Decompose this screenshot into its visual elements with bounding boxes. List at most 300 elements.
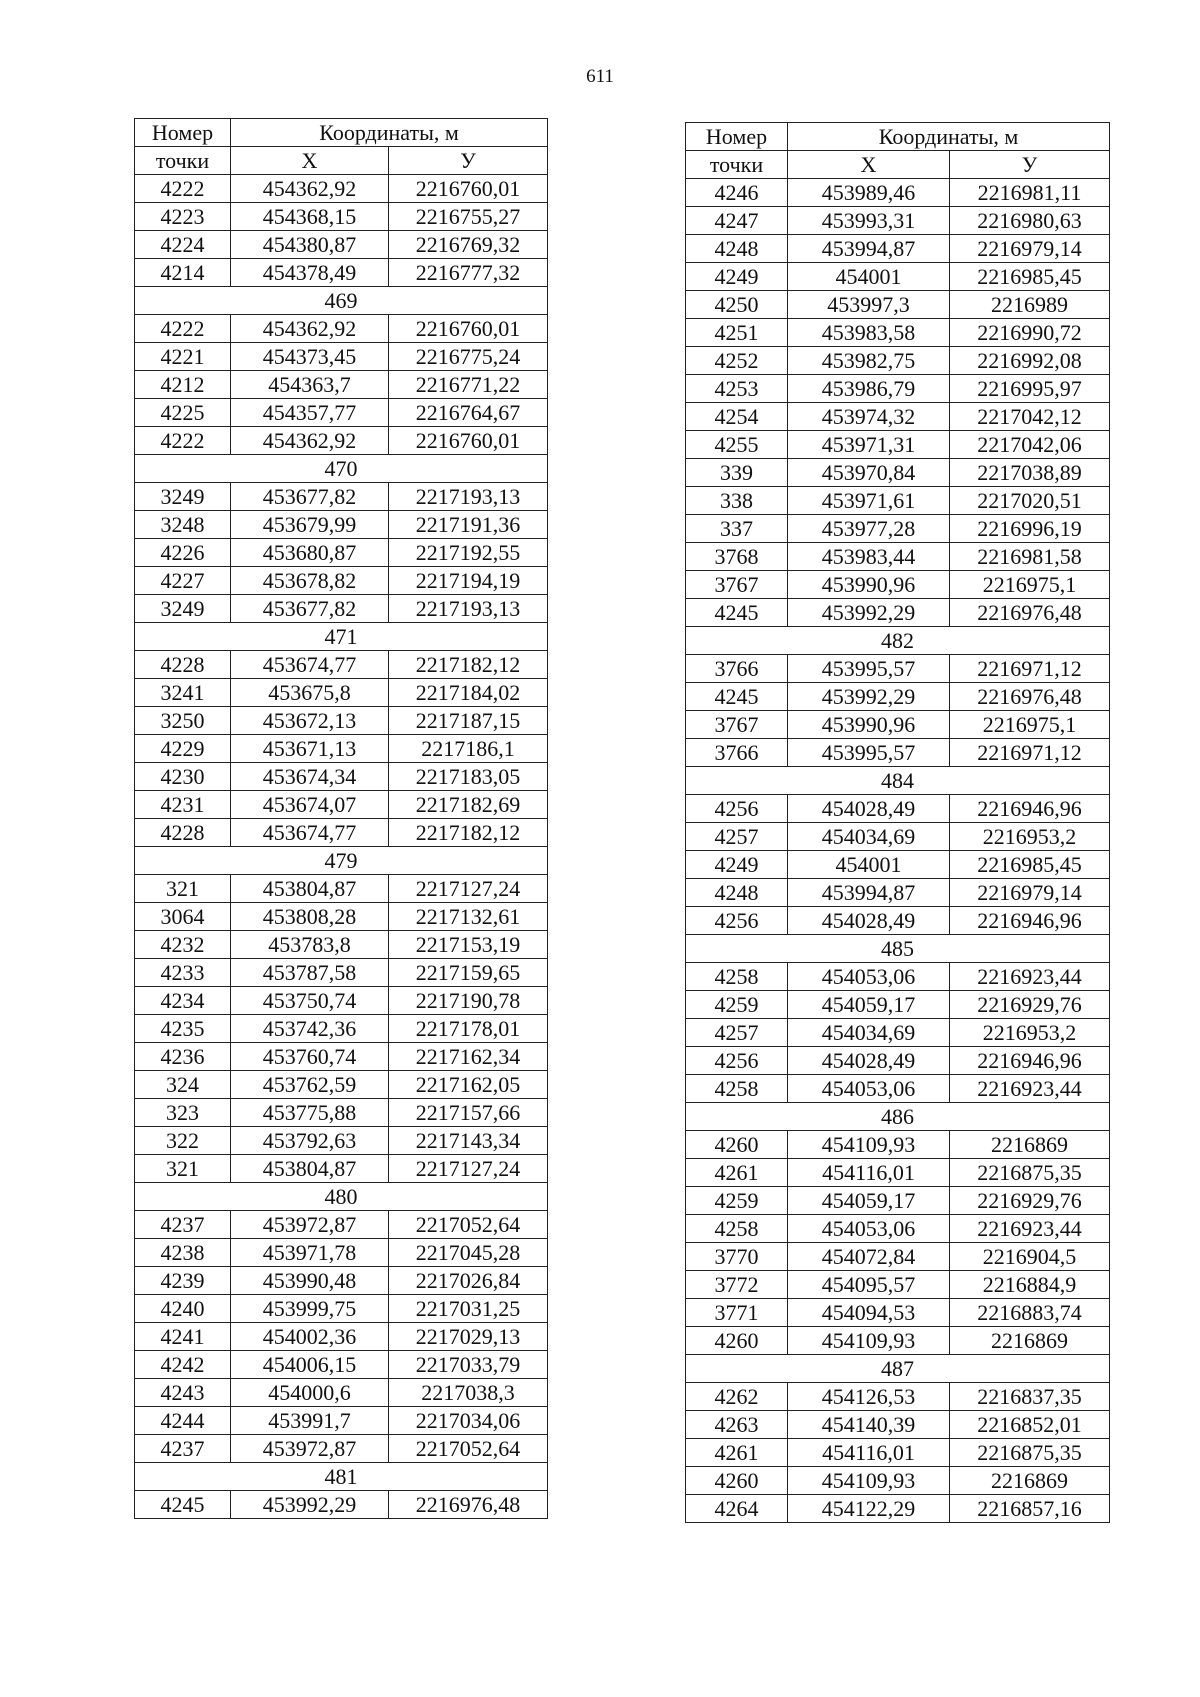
y-coordinate-cell: 2216996,19 [950,515,1110,543]
point-number-cell: 4214 [135,259,231,287]
table-row [135,483,548,511]
x-coordinate-cell: 453775,88 [231,1099,389,1127]
table-row [686,571,1110,599]
table-row [686,515,1110,543]
point-number-cell: 4244 [135,1407,231,1435]
y-coordinate-cell: 2216923,44 [950,1215,1110,1243]
y-coordinate-cell: 2216976,48 [389,1491,548,1519]
y-coordinate-cell: 2216764,67 [389,399,548,427]
table-row [686,683,1110,711]
x-coordinate-cell: 454122,29 [788,1495,950,1523]
x-coordinate-cell: 454001 [788,851,950,879]
table-row [135,1407,548,1435]
table-row [686,291,1110,319]
table-row [135,343,548,371]
x-coordinate-cell: 453995,57 [788,655,950,683]
table-row [135,1043,548,1071]
x-coordinate-cell: 453678,82 [231,567,389,595]
y-coordinate-cell: 2216869 [950,1467,1110,1495]
section-number: 479 [135,847,548,875]
table-row [135,651,548,679]
x-coordinate-cell: 454006,15 [231,1351,389,1379]
header-coordinates: Координаты, м [231,119,548,147]
x-coordinate-cell: 454028,49 [788,795,950,823]
x-coordinate-cell: 453974,32 [788,403,950,431]
table-row [135,1351,548,1379]
table-row [135,1323,548,1351]
y-coordinate-cell: 2217184,02 [389,679,548,707]
x-coordinate-cell: 453992,29 [788,683,950,711]
x-coordinate-cell: 453994,87 [788,235,950,263]
point-number-cell: 4246 [686,179,788,207]
table-row [686,207,1110,235]
section-row [686,1103,1110,1131]
x-coordinate-cell: 453762,59 [231,1071,389,1099]
table-row [686,655,1110,683]
y-coordinate-cell: 2216981,11 [950,179,1110,207]
table-row [686,347,1110,375]
point-number-cell: 4228 [135,651,231,679]
table-row [686,1439,1110,1467]
x-coordinate-cell: 453977,28 [788,515,950,543]
y-coordinate-cell: 2216760,01 [389,175,548,203]
x-coordinate-cell: 454094,53 [788,1299,950,1327]
y-coordinate-cell: 2216990,72 [950,319,1110,347]
point-number-cell: 4245 [135,1491,231,1519]
x-coordinate-cell: 453971,78 [231,1239,389,1267]
y-coordinate-cell: 2216857,16 [950,1495,1110,1523]
x-coordinate-cell: 453983,58 [788,319,950,347]
point-number-cell: 3241 [135,679,231,707]
y-coordinate-cell: 2217042,12 [950,403,1110,431]
x-coordinate-cell: 453971,61 [788,487,950,515]
section-number: 487 [686,1355,1110,1383]
section-row [686,935,1110,963]
x-coordinate-cell: 453671,13 [231,735,389,763]
coordinates-table-right [685,122,1110,1523]
x-coordinate-cell: 453972,87 [231,1435,389,1463]
x-coordinate-cell: 453742,36 [231,1015,389,1043]
y-coordinate-cell: 2217187,15 [389,707,548,735]
table-row [686,823,1110,851]
point-number-cell: 4232 [135,931,231,959]
y-coordinate-cell: 2217159,65 [389,959,548,987]
point-number-cell: 4257 [686,823,788,851]
y-coordinate-cell: 2217042,06 [950,431,1110,459]
x-coordinate-cell: 454362,92 [231,315,389,343]
section-row [686,1355,1110,1383]
section-number: 481 [135,1463,548,1491]
table-row [135,1015,548,1043]
x-coordinate-cell: 453997,3 [788,291,950,319]
point-number-cell: 337 [686,515,788,543]
point-number-cell: 4256 [686,1047,788,1075]
y-coordinate-cell: 2217193,13 [389,595,548,623]
x-coordinate-cell: 454363,7 [231,371,389,399]
y-coordinate-cell: 2217026,84 [389,1267,548,1295]
table-row [135,875,548,903]
point-number-cell: 4222 [135,427,231,455]
x-coordinate-cell: 453992,29 [788,599,950,627]
table-row [135,399,548,427]
table-row [686,1131,1110,1159]
header-point-number: Номер [686,123,788,151]
table-row [135,1155,548,1183]
x-coordinate-cell: 454109,93 [788,1467,950,1495]
page-number: 611 [586,66,614,87]
table-row [135,427,548,455]
point-number-cell: 321 [135,1155,231,1183]
x-coordinate-cell: 453999,75 [231,1295,389,1323]
table-row [135,231,548,259]
point-number-cell: 3768 [686,543,788,571]
section-row [686,767,1110,795]
section-row [686,627,1110,655]
x-coordinate-cell: 453982,75 [788,347,950,375]
point-number-cell: 4228 [135,819,231,847]
y-coordinate-cell: 2216985,45 [950,263,1110,291]
point-number-cell: 4222 [135,315,231,343]
y-coordinate-cell: 2216976,48 [950,683,1110,711]
y-coordinate-cell: 2217192,55 [389,539,548,567]
point-number-cell: 4255 [686,431,788,459]
x-coordinate-cell: 454362,92 [231,427,389,455]
y-coordinate-cell: 2216904,5 [950,1243,1110,1271]
table-row [686,543,1110,571]
point-number-cell: 3064 [135,903,231,931]
table-row [135,1239,548,1267]
x-coordinate-cell: 453972,87 [231,1211,389,1239]
table-row [686,375,1110,403]
point-number-cell: 4242 [135,1351,231,1379]
y-coordinate-cell: 2217162,34 [389,1043,548,1071]
table-row [686,991,1110,1019]
table-row [686,431,1110,459]
y-coordinate-cell: 2217157,66 [389,1099,548,1127]
x-coordinate-cell: 454362,92 [231,175,389,203]
y-coordinate-cell: 2217132,61 [389,903,548,931]
x-coordinate-cell: 454053,06 [788,963,950,991]
header-y: У [950,151,1110,179]
x-coordinate-cell: 454028,49 [788,1047,950,1075]
point-number-cell: 4249 [686,851,788,879]
table-row [135,707,548,735]
y-coordinate-cell: 2217052,64 [389,1211,548,1239]
point-number-cell: 4259 [686,991,788,1019]
y-coordinate-cell: 2217162,05 [389,1071,548,1099]
point-number-cell: 4258 [686,1075,788,1103]
point-number-cell: 322 [135,1127,231,1155]
x-coordinate-cell: 454378,49 [231,259,389,287]
y-coordinate-cell: 2216883,74 [950,1299,1110,1327]
table-body-right [686,179,1110,1523]
point-number-cell: 4222 [135,175,231,203]
y-coordinate-cell: 2216981,58 [950,543,1110,571]
x-coordinate-cell: 453989,46 [788,179,950,207]
x-coordinate-cell: 453983,44 [788,543,950,571]
x-coordinate-cell: 454034,69 [788,1019,950,1047]
point-number-cell: 3766 [686,655,788,683]
table-row [135,1379,548,1407]
point-number-cell: 4248 [686,235,788,263]
table-row [135,1491,548,1519]
point-number-cell: 4233 [135,959,231,987]
table-row [135,539,548,567]
y-coordinate-cell: 2217182,12 [389,819,548,847]
point-number-cell: 324 [135,1071,231,1099]
point-number-cell: 4258 [686,1215,788,1243]
point-number-cell: 4231 [135,791,231,819]
table-body-left [135,175,548,1519]
point-number-cell: 4252 [686,347,788,375]
point-number-cell: 4245 [686,683,788,711]
x-coordinate-cell: 454116,01 [788,1439,950,1467]
y-coordinate-cell: 2216953,2 [950,1019,1110,1047]
point-number-cell: 4240 [135,1295,231,1323]
table-row [135,371,548,399]
point-number-cell: 4223 [135,203,231,231]
x-coordinate-cell: 453804,87 [231,1155,389,1183]
y-coordinate-cell: 2217182,12 [389,651,548,679]
x-coordinate-cell: 454072,84 [788,1243,950,1271]
y-coordinate-cell: 2217029,13 [389,1323,548,1351]
table-row [135,903,548,931]
y-coordinate-cell: 2216769,32 [389,231,548,259]
x-coordinate-cell: 454059,17 [788,1187,950,1215]
point-number-cell: 4248 [686,879,788,907]
table-row [135,819,548,847]
x-coordinate-cell: 453760,74 [231,1043,389,1071]
point-number-cell: 3248 [135,511,231,539]
table-row [686,907,1110,935]
point-number-cell: 4226 [135,539,231,567]
section-number: 485 [686,935,1110,963]
table-row [686,459,1110,487]
table-row [135,959,548,987]
table-row [135,259,548,287]
x-coordinate-cell: 453995,57 [788,739,950,767]
y-coordinate-cell: 2217183,05 [389,763,548,791]
section-number: 470 [135,455,548,483]
x-coordinate-cell: 453677,82 [231,595,389,623]
x-coordinate-cell: 454053,06 [788,1075,950,1103]
y-coordinate-cell: 2216929,76 [950,991,1110,1019]
x-coordinate-cell: 453992,29 [231,1491,389,1519]
header-point-number-2: точки [135,147,231,175]
table-row [686,263,1110,291]
y-coordinate-cell: 2216884,9 [950,1271,1110,1299]
point-number-cell: 3250 [135,707,231,735]
header-x: X [231,147,389,175]
point-number-cell: 339 [686,459,788,487]
y-coordinate-cell: 2216946,96 [950,795,1110,823]
x-coordinate-cell: 454380,87 [231,231,389,259]
x-coordinate-cell: 453990,48 [231,1267,389,1295]
x-coordinate-cell: 453986,79 [788,375,950,403]
x-coordinate-cell: 453990,96 [788,711,950,739]
y-coordinate-cell: 2216985,45 [950,851,1110,879]
point-number-cell: 4264 [686,1495,788,1523]
x-coordinate-cell: 453674,07 [231,791,389,819]
table-row [686,1187,1110,1215]
point-number-cell: 4247 [686,207,788,235]
y-coordinate-cell: 2216989 [950,291,1110,319]
x-coordinate-cell: 454373,45 [231,343,389,371]
y-coordinate-cell: 2216979,14 [950,235,1110,263]
point-number-cell: 4263 [686,1411,788,1439]
y-coordinate-cell: 2216923,44 [950,963,1110,991]
x-coordinate-cell: 454034,69 [788,823,950,851]
table-row [686,1327,1110,1355]
x-coordinate-cell: 454002,36 [231,1323,389,1351]
table-row [686,1411,1110,1439]
point-number-cell: 4249 [686,263,788,291]
point-number-cell: 4212 [135,371,231,399]
x-coordinate-cell: 453787,58 [231,959,389,987]
table-row [686,1047,1110,1075]
point-number-cell: 4257 [686,1019,788,1047]
y-coordinate-cell: 2217031,25 [389,1295,548,1323]
x-coordinate-cell: 454095,57 [788,1271,950,1299]
x-coordinate-cell: 453674,34 [231,763,389,791]
header-x: X [788,151,950,179]
point-number-cell: 4230 [135,763,231,791]
y-coordinate-cell: 2217033,79 [389,1351,548,1379]
y-coordinate-cell: 2216975,1 [950,711,1110,739]
section-row [135,287,548,315]
x-coordinate-cell: 453672,13 [231,707,389,735]
point-number-cell: 4258 [686,963,788,991]
x-coordinate-cell: 453971,31 [788,431,950,459]
x-coordinate-cell: 453994,87 [788,879,950,907]
table-row [135,1295,548,1323]
y-coordinate-cell: 2216869 [950,1327,1110,1355]
table-row [686,1215,1110,1243]
y-coordinate-cell: 2216760,01 [389,315,548,343]
point-number-cell: 4224 [135,231,231,259]
y-coordinate-cell: 2217127,24 [389,1155,548,1183]
section-row [135,1463,548,1491]
x-coordinate-cell: 454059,17 [788,991,950,1019]
y-coordinate-cell: 2217127,24 [389,875,548,903]
y-coordinate-cell: 2216755,27 [389,203,548,231]
y-coordinate-cell: 2216980,63 [950,207,1110,235]
y-coordinate-cell: 2216971,12 [950,655,1110,683]
section-number: 469 [135,287,548,315]
table-row [686,599,1110,627]
y-coordinate-cell: 2216971,12 [950,739,1110,767]
table-row [686,1019,1110,1047]
point-number-cell: 4256 [686,795,788,823]
table-row [135,511,548,539]
table-row [135,735,548,763]
point-number-cell: 4259 [686,1187,788,1215]
point-number-cell: 4236 [135,1043,231,1071]
y-coordinate-cell: 2216976,48 [950,599,1110,627]
table-row [135,1267,548,1295]
x-coordinate-cell: 454001 [788,263,950,291]
table-row [686,1383,1110,1411]
y-coordinate-cell: 2216946,96 [950,907,1110,935]
y-coordinate-cell: 2217038,3 [389,1379,548,1407]
y-coordinate-cell: 2217186,1 [389,735,548,763]
header-coordinates: Координаты, м [788,123,1110,151]
table-row [135,595,548,623]
y-coordinate-cell: 2216992,08 [950,347,1110,375]
y-coordinate-cell: 2216852,01 [950,1411,1110,1439]
x-coordinate-cell: 454053,06 [788,1215,950,1243]
point-number-cell: 4237 [135,1435,231,1463]
table-row [686,179,1110,207]
table-row [686,879,1110,907]
point-number-cell: 4260 [686,1327,788,1355]
y-coordinate-cell: 2217190,78 [389,987,548,1015]
table-row [135,679,548,707]
table-row [686,795,1110,823]
y-coordinate-cell: 2217178,01 [389,1015,548,1043]
x-coordinate-cell: 453990,96 [788,571,950,599]
y-coordinate-cell: 2217045,28 [389,1239,548,1267]
y-coordinate-cell: 2217143,34 [389,1127,548,1155]
y-coordinate-cell: 2217194,19 [389,567,548,595]
point-number-cell: 3767 [686,711,788,739]
table-row [686,1243,1110,1271]
table-row [686,403,1110,431]
x-coordinate-cell: 453679,99 [231,511,389,539]
y-coordinate-cell: 2216979,14 [950,879,1110,907]
table-row [135,1435,548,1463]
y-coordinate-cell: 2216995,97 [950,375,1110,403]
point-number-cell: 4229 [135,735,231,763]
table-row [686,235,1110,263]
section-row [135,455,548,483]
table-row [135,987,548,1015]
table-row [686,739,1110,767]
point-number-cell: 3766 [686,739,788,767]
point-number-cell: 3249 [135,595,231,623]
x-coordinate-cell: 453792,63 [231,1127,389,1155]
x-coordinate-cell: 454109,93 [788,1327,950,1355]
x-coordinate-cell: 454109,93 [788,1131,950,1159]
table-row [135,791,548,819]
point-number-cell: 4227 [135,567,231,595]
section-number: 486 [686,1103,1110,1131]
x-coordinate-cell: 453783,8 [231,931,389,959]
y-coordinate-cell: 2217191,36 [389,511,548,539]
x-coordinate-cell: 454028,49 [788,907,950,935]
y-coordinate-cell: 2216975,1 [950,571,1110,599]
point-number-cell: 4245 [686,599,788,627]
point-number-cell: 4260 [686,1467,788,1495]
point-number-cell: 4256 [686,907,788,935]
x-coordinate-cell: 453677,82 [231,483,389,511]
y-coordinate-cell: 2216953,2 [950,823,1110,851]
point-number-cell: 3767 [686,571,788,599]
y-coordinate-cell: 2216777,32 [389,259,548,287]
section-number: 484 [686,767,1110,795]
y-coordinate-cell: 2216775,24 [389,343,548,371]
point-number-cell: 3772 [686,1271,788,1299]
point-number-cell: 4234 [135,987,231,1015]
section-number: 480 [135,1183,548,1211]
x-coordinate-cell: 453993,31 [788,207,950,235]
table-row [686,319,1110,347]
point-number-cell: 323 [135,1099,231,1127]
table-row [135,203,548,231]
table-row [686,487,1110,515]
section-number: 471 [135,623,548,651]
section-number: 482 [686,627,1110,655]
